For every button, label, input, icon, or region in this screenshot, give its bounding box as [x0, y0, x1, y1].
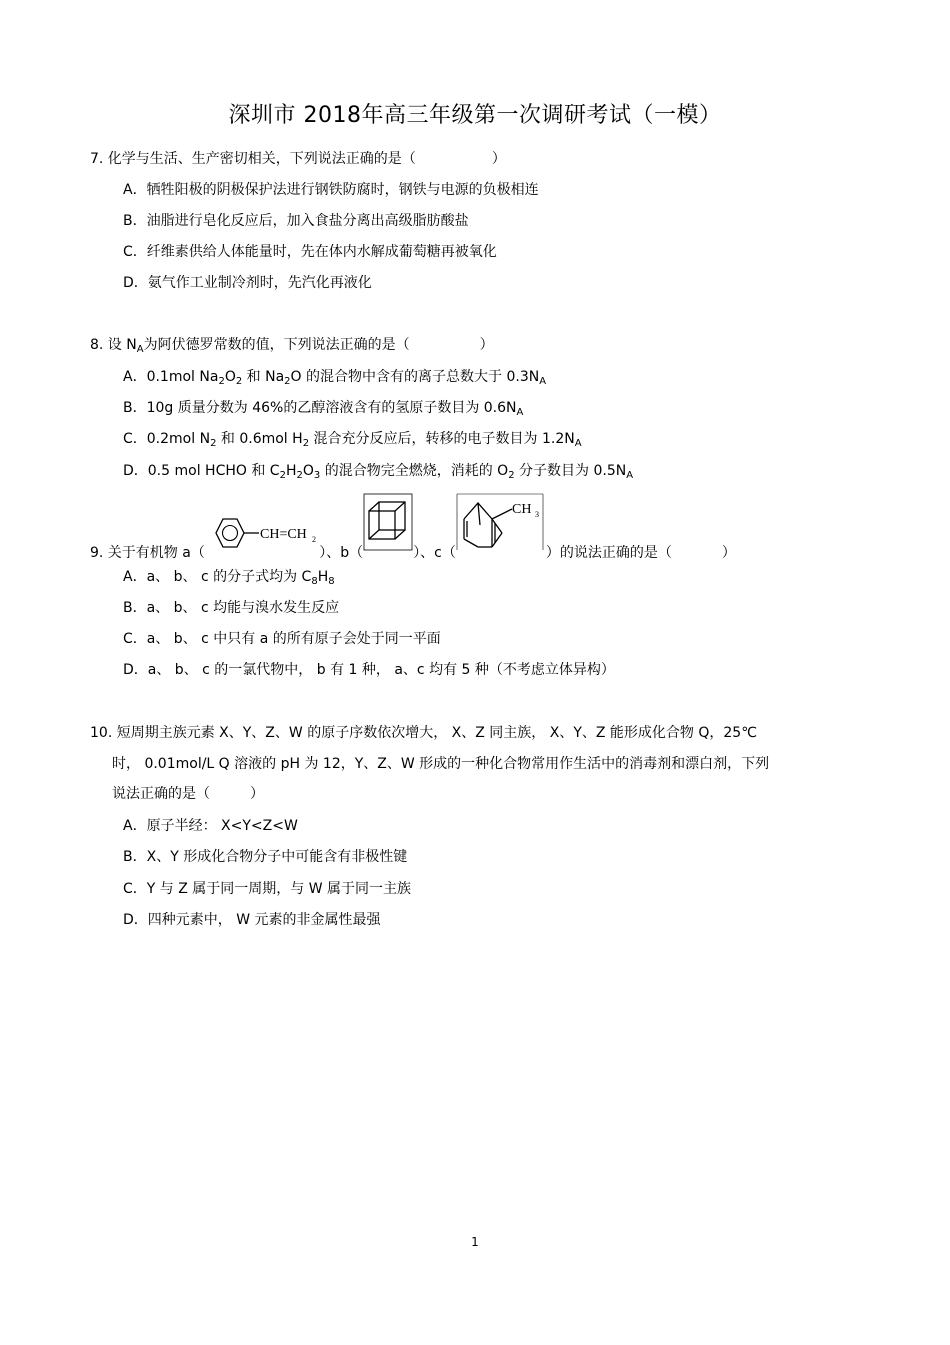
q8-option-c: [123, 430, 582, 448]
bicyclic-label: CH: [511, 502, 532, 517]
q8-a-text: 和 Na: [242, 369, 285, 385]
q8-a-text: O: [224, 369, 236, 385]
q8-b-sub: A: [516, 407, 524, 418]
q8-c-sub: 2: [302, 438, 310, 449]
bicyclic-structure-icon: [456, 493, 546, 551]
q8-a-sub: 2: [218, 376, 225, 387]
q8-a-text: A．0.1mol Na: [123, 369, 219, 385]
question-10-stem-line2: 时， 0.01mol/L Q 溶液的 pH 为 12，Y、Z、W 形成的一种化合物常用作生活中的消毒剂和漂白剂，下列: [112, 756, 770, 772]
q9-stem-close: ）: [721, 545, 736, 561]
q7-stem-text: 7. 化学与生活、生产密切相关，下列说法正确的是（: [90, 151, 416, 167]
q8-b-text: B．10g 质量分数为 46%的乙醇溶液含有的氢原子数目为 0.6N: [123, 400, 517, 416]
q8-d-sub: A: [626, 470, 634, 481]
styrene-label-sub: 2: [312, 535, 317, 544]
q8-stem-close: ）: [479, 337, 494, 353]
question-8-stem: [90, 336, 494, 354]
q8-c-text: 和 0.6mol H: [216, 431, 303, 447]
q7-option-b: B．油脂进行皂化反应后，加入食盐分离出高级脂肪酸盐: [123, 213, 469, 229]
q8-d-text: H: [285, 463, 297, 479]
q8-stem-sub: A: [136, 344, 144, 355]
q7-option-d: D．氨气作工业制冷剂时，先汽化再液化: [123, 275, 372, 291]
q8-a-text: O 的混合物中含有的离子总数大于 0.3N: [290, 369, 540, 385]
q8-c-sub: 2: [210, 438, 217, 449]
q8-c-sub: A: [574, 438, 582, 449]
q8-c-text: 混合充分反应后，转移的电子数目为 1.2N: [309, 431, 575, 447]
q9-sep-c: ）、c（: [413, 545, 456, 561]
q10-option-a: A．原子半经： X<Y<Z<W: [123, 818, 298, 834]
q10-stem-close: ）: [250, 786, 264, 802]
q10-option-b: B．X、Y 形成化合物分子中可能含有非极性键: [123, 849, 408, 865]
q7-option-a: A．牺牲阳极的阴极保护法进行钢铁防腐时，钢铁与电源的负极相连: [123, 182, 539, 198]
q9-stem-text: 9. 关于有机物 a（: [90, 545, 205, 561]
q9-option-a: [123, 568, 335, 586]
question-10-stem-line1: 10. 短周期主族元素 X、Y、Z、W 的原子序数依次增大， X、Z 同主族， X、Y、Z 能形成化合物 Q，25℃: [90, 725, 757, 741]
q8-stem-part: 为阿伏德罗常数的值，下列说法正确的是（: [143, 337, 410, 353]
bicyclic-label-sub: 3: [534, 510, 539, 519]
q9-a-sub: 8: [311, 576, 318, 587]
styrene-label: CH=CH: [260, 527, 308, 542]
q7-option-c: C．纤维素供给人体能量时，先在体内水解成葡萄糖再被氧化: [123, 244, 497, 260]
q8-d-sub: 2: [508, 470, 515, 481]
exam-title: 深圳市 2018年高三年级第一次调研考试（一模）: [228, 103, 722, 128]
q10-option-d: D．四种元素中， W 元素的非金属性最强: [123, 912, 381, 928]
q9-option-b: B．a、 b、 c 均能与溴水发生反应: [123, 600, 340, 616]
q8-c-text: C．0.2mol N: [123, 431, 211, 447]
question-9-stem: [90, 493, 736, 561]
q8-a-sub: 2: [284, 376, 291, 387]
q8-d-text: D．0.5 mol HCHO 和 C: [123, 463, 280, 479]
q8-option-b: [123, 399, 523, 417]
q8-d-sub: 2: [296, 470, 303, 481]
styrene-structure-icon: [209, 515, 319, 551]
q10-option-c: C．Y 与 Z 属于同一周期，与 W 属于同一主族: [123, 881, 412, 897]
q9-sep-b: ）、b（: [319, 545, 364, 561]
q10-stem3-text: 说法正确的是（: [112, 786, 210, 802]
q8-d-sub: 3: [313, 470, 321, 481]
q8-d-sub: 2: [279, 470, 286, 481]
q7-stem-close: ）: [491, 151, 506, 167]
q9-a-sub: 8: [328, 576, 335, 587]
question-7-stem: [90, 150, 506, 168]
q8-a-sub: A: [539, 376, 547, 387]
cubane-structure-icon: [363, 493, 413, 551]
q8-d-text: 分子数目为 0.5N: [514, 463, 627, 479]
q8-option-a: [123, 368, 546, 386]
q8-stem-part: 8. 设 N: [90, 337, 137, 353]
q8-option-d: [123, 462, 633, 480]
question-10-stem-line3: [112, 785, 264, 803]
q9-a-text: H: [317, 569, 329, 585]
page-number: 1: [471, 1235, 479, 1249]
q9-option-d: D．a、 b、 c 的一氯代物中， b 有 1 种， a、c 均有 5 种（不考虑立体异构）: [123, 662, 615, 678]
q9-stem-end: ）的说法正确的是（: [545, 545, 672, 561]
q9-option-c: C．a、 b、 c 中只有 a 的所有原子会处于同一平面: [123, 631, 441, 647]
q8-d-text: 的混合物完全燃烧，消耗的 O: [320, 463, 509, 479]
q8-a-sub: 2: [235, 376, 243, 387]
q8-d-text: O: [302, 463, 314, 479]
q9-a-text: A．a、 b、 c 的分子式均为 C: [123, 569, 312, 585]
